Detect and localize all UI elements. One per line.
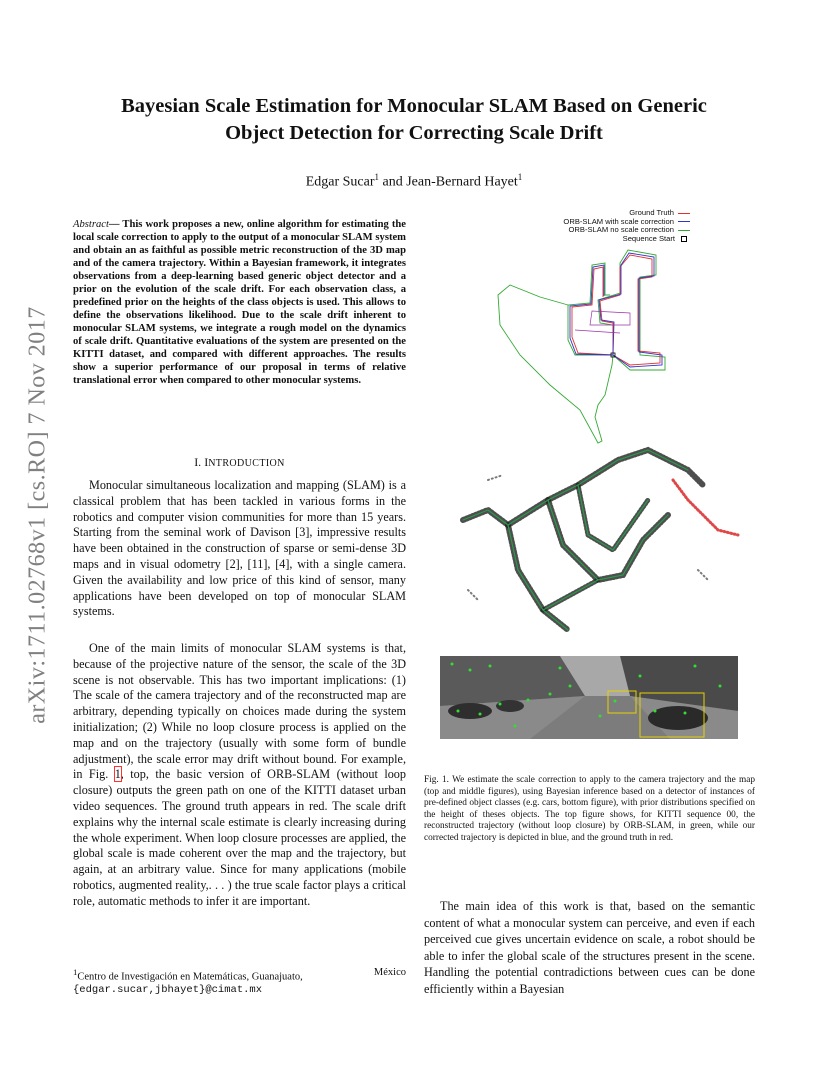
intro-paragraph-2-part-2: , top, the basic version of ORB-SLAM (without loop closure) outputs the green path on one of the KITTI dataset urban video sequences. The ground truth appears in red. The scale drift explains why the internal scale estimate is clearly increasing during the whole experiment. When loop closure processes are applied, the global scale is made coherent over the map and the trajectory, but again, at an arbitrary value. Since for many applications (mobile robotics, augmented reality,. . . ) the true scale factor plays a critical role, automatic methods to infer it are important.	[73, 767, 406, 908]
intro-paragraph-2-text	[73, 641, 406, 910]
legend-label-with-correction: ORB-SLAM with scale correction	[563, 216, 674, 226]
author-name-2: Jean-Bernard Hayet	[406, 174, 518, 190]
intro-paragraph-2-part-1: One of the main limits of monocular SLAM systems is that, because of the projective nature of the sensor, the scale of the 3D scene is not observable. This has two important implications: (1) The scale of the camera trajectory and of the reconstructed map are arbitrary, depending typically on choices made during the system initialization; (2) While no loop closure process is applied on the map and on the trajectory (usually with some form of bundle adjustment), the scale error may drift without bound. For example, in Fig.	[73, 641, 406, 782]
author-name-1: Edgar Sucar	[305, 174, 375, 190]
intro-paragraph-3-text: The main idea of this work is that, based on the semantic content of what a monocular system can perceive, and even if each perceived cue gives uncertain evidence on scale, a robot should be able to infer the global scale of the structures present in the scene. Handling the potential contradictions between cues can be done efficiently within a Bayesian	[424, 899, 755, 996]
arxiv-identifier-stamp	[18, 270, 58, 760]
section-title-initial: I	[204, 455, 209, 469]
abstract-separator: —	[108, 219, 120, 230]
abstract-text: This work proposes a new, online algorithm for estimating the local scale correction to apply to the output of a monocular SLAM system and obtain an as faithful as possible metric reconstruction of the 3D map and of the camera trajectory. Within a Bayesian framework, it integrates observations from a deep-learning based generic object detector and a prior on the evolution of the scale drift. For each observation class, a predefined prior on the heights of the class objects is used. This allows to define the observations likelihood. Due to the scale drift inherent to monocular SLAM systems, we integrate a rough model on the dynamics of scale drift. Quantitative evaluations of the system are presented on the KITTI dataset, and compared with different approaches. The results show a superior performance of our proposal in terms of relative translational error when compared to other monocular systems.	[73, 219, 406, 386]
arxiv-identifier-text: arXiv:1711.02768v1 [cs.RO] 7 Nov 2017	[24, 306, 51, 724]
camera-frame-figure	[440, 656, 738, 739]
author-list	[0, 172, 828, 191]
legend-swatch-red	[678, 213, 690, 214]
affiliation-footnote	[73, 966, 406, 997]
author-affiliation-mark-2: 1	[517, 172, 523, 182]
author-affiliation-mark-1: 1	[374, 172, 380, 182]
title-line-1: Bayesian Scale Estimation for Monocular SLAM Based on Generic	[121, 95, 707, 117]
section-title-rest: NTRODUCTION	[208, 458, 285, 469]
footnote-affiliation-country: México	[373, 967, 406, 978]
footnote-affiliation-text: Centro de Investigación en Matemáticas, Guanajuato,	[77, 971, 303, 983]
intro-paragraph-1-text: Monocular simultaneous localization and mapping (SLAM) is a classical problem that has been tackled in various forms in the robotics and computer vision communities for more than 15 years. Starting from the seminal work of Davison [3], impressive results have been obtained in the construction of sparse or semi-dense 3D maps and in visual odometry [2], [11], [4], with a single camera. Given the availability and low price of this kind of sensor, many applications have been developed on top of monocular SLAM systems.	[73, 478, 406, 619]
section-heading-introduction	[73, 455, 406, 470]
intro-paragraph-3	[424, 898, 755, 997]
legend-label-ground-truth: Ground Truth	[629, 208, 674, 217]
footnote-mark: 1	[73, 967, 78, 977]
section-number: I.	[194, 455, 202, 469]
intro-paragraph-1	[73, 478, 406, 620]
point-cloud-map-figure	[448, 440, 748, 640]
trajectory-legend	[530, 209, 690, 243]
abstract	[73, 218, 406, 387]
footnote-affiliation-left	[73, 966, 303, 984]
abstract-label: Abstract	[73, 219, 109, 230]
legend-label-sequence-start: Sequence Start	[622, 233, 675, 243]
author-conjunction: and	[379, 174, 407, 190]
trajectory-ground-truth-path	[572, 255, 660, 365]
footnote-affiliation-line	[73, 966, 406, 984]
legend-square-marker	[681, 236, 687, 242]
legend-swatch-green	[678, 230, 690, 231]
intro-paragraph-2	[73, 641, 406, 910]
map-point-cloud	[463, 450, 738, 630]
legend-item-sequence-start	[530, 235, 690, 244]
figure-1-caption: Fig. 1. We estimate the scale correction to apply to the camera trajectory and the map (top and middle figures), using Bayesian inference based on a detector of instances of pre-defined object classes (e.g. cars, bottom figure), with prior distributions specified on the height of theses objects. The top figure shows, for KITTI sequence 00, the reconstructed trajectory (without loop closure) by ORB-SLAM, in green, while our corrected trajectory is depicted in blue, and the ground truth in red.	[424, 775, 755, 843]
figure-1-link[interactable]: 1	[114, 767, 121, 782]
legend-label-no-correction: ORB-SLAM no scale correction	[568, 225, 674, 235]
footnote-emails: {edgar.sucar,jbhayet}@cimat.mx	[73, 983, 263, 996]
paper-title	[60, 93, 768, 147]
camera-frame-scene	[440, 656, 738, 739]
legend-swatch-blue	[678, 221, 690, 222]
title-line-2: Object Detection for Correcting Scale Drift	[225, 122, 603, 144]
trajectory-overlap-path	[575, 311, 630, 333]
trajectory-corrected-path	[570, 253, 662, 367]
